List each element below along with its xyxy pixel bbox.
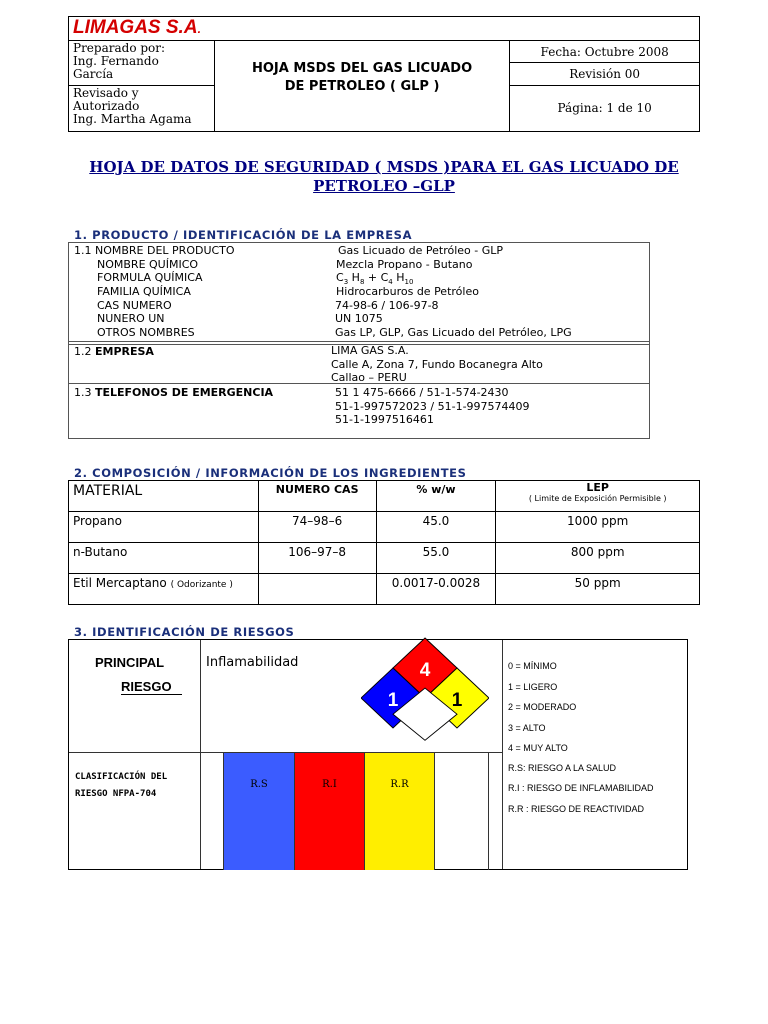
section-1-heading: 1. PRODUCTO / IDENTIFICACIÓN DE LA EMPRESA [74, 228, 413, 242]
company-dot: . [197, 22, 201, 36]
composition-table [68, 480, 700, 605]
family-label: FAMILIA QUÍMICA [97, 285, 191, 298]
formula-value: $C_3$ $H_8 + C_4$ $H_{10}$ [336, 271, 414, 287]
company-cell [69, 17, 700, 41]
phones-label: 1.3 TELEFONOS DE EMERGENCIA [74, 386, 274, 399]
document-title-line-2: DE PETROLEO ( GLP ) [284, 79, 440, 94]
legend-item: 0 = MÍNIMO [508, 661, 557, 671]
material-cell: Etil Mercaptano ( Odorizante ) [69, 574, 259, 605]
legend-item: 1 = LIGERO [508, 682, 558, 692]
ri-bar-label: R.I [322, 779, 337, 790]
company-section-name: LIMA GAS S.A. [331, 344, 409, 357]
lep-cell: 50 ppm [496, 574, 700, 605]
col-material-header: MATERIAL [69, 481, 259, 512]
phone-line-1: 51 1 475-6666 / 51-1-574-2430 [335, 386, 509, 399]
page-number: Página: 1 de 10 [557, 101, 652, 115]
col-cas-header: NUMERO CAS [258, 481, 376, 512]
pct-cell: 0.0017-0.0028 [376, 574, 496, 605]
flammability-number: 4 [419, 660, 431, 681]
reviewed-label-1: Revisado y [73, 86, 139, 100]
legend-item: R.R : RIESGO DE REACTIVIDAD [508, 804, 645, 814]
chem-name-value: Mezcla Propano - Butano [336, 258, 473, 271]
reactivity-number: 1 [451, 690, 463, 711]
col-pct-header: % w/w [376, 481, 496, 512]
divider [200, 640, 201, 869]
un-value: UN 1075 [335, 312, 383, 325]
product-label: 1.1 NOMBRE DEL PRODUCTO [74, 244, 235, 257]
divider [69, 383, 649, 384]
material-cell: n-Butano [69, 543, 259, 574]
company-name: LIMAGAS S.A [73, 17, 198, 38]
nfpa-diamond [361, 636, 489, 748]
classification-label: CLASIFICACIÓN DEL RIESGO NFPA-704 [75, 772, 168, 799]
date-revision-cell [510, 41, 700, 86]
prepared-name-1: Ing. Fernando [73, 54, 159, 68]
risk-box [68, 639, 688, 870]
lep-cell: 800 ppm [496, 543, 700, 574]
phone-line-2: 51-1-997572023 / 51-1-997574409 [335, 400, 530, 413]
reviewed-name: Ing. Martha Agama [73, 112, 192, 126]
main-title-line-2: PETROLEO –GLP [313, 177, 455, 195]
legend-item: 2 = MODERADO [508, 702, 577, 712]
empty-bar [434, 753, 489, 870]
reviewed-label-2: Autorizado [73, 99, 140, 113]
section-1-box [68, 242, 650, 439]
material-cell: Propano [69, 512, 259, 543]
cas-cell: 74–98–6 [258, 512, 376, 543]
riesgo-label: RIESGO [121, 679, 182, 695]
rr-bar-label: R.R [390, 779, 409, 790]
company-city: Callao – PERU [331, 371, 407, 384]
table-header-row [69, 481, 700, 512]
table-row [69, 543, 700, 574]
divider [69, 341, 649, 342]
document-title-line-1: HOJA MSDS DEL GAS LICUADO [251, 61, 473, 76]
rs-bar-label: R.S [250, 779, 268, 790]
material-note: ( Odorizante ) [170, 580, 233, 590]
rs-bar [223, 753, 294, 870]
col-lep-header: LEP ( Limite de Exposición Permisible ) [496, 481, 700, 512]
company-section-label: 1.2 EMPRESA [74, 345, 154, 358]
legend-item: R.I : RIESGO DE INFLAMABILIDAD [508, 783, 654, 793]
divider [502, 640, 503, 869]
un-label: NUNERO UN [97, 312, 165, 325]
page-cell [510, 86, 700, 132]
other-names-label: OTROS NOMBRES [97, 326, 195, 339]
pct-cell: 55.0 [376, 543, 496, 574]
revision-text: Revisión 00 [569, 66, 641, 81]
document-title-cell [214, 41, 509, 132]
phone-line-3: 51-1-1997516461 [335, 413, 434, 426]
pct-cell: 45.0 [376, 512, 496, 543]
document-header [68, 16, 700, 132]
other-names-value: Gas LP, GLP, Gas Licuado del Petróleo, LPG [335, 326, 572, 339]
table-row [69, 574, 700, 605]
product-value: Gas Licuado de Petróleo - GLP [338, 244, 504, 257]
cas-cell [258, 574, 376, 605]
date-text: Fecha: Octubre 2008 [510, 42, 699, 63]
rr-bar [364, 753, 434, 870]
lep-cell: 1000 ppm [496, 512, 700, 543]
chem-name-label: NOMBRE QUÍMICO [97, 258, 199, 271]
cas-label: CAS NUMERO [97, 299, 172, 312]
reviewed-cell [69, 86, 215, 132]
principal-label: PRINCIPAL [95, 655, 165, 670]
formula-label: FORMULA QUÍMICA [97, 271, 203, 284]
risk-value: Inflamabilidad [206, 655, 299, 670]
main-title [70, 158, 698, 196]
legend-item: 3 = ALTO [508, 723, 546, 733]
main-title-line-1: HOJA DE DATOS DE SEGURIDAD ( MSDS )PARA EL GAS LICUADO DE [89, 158, 679, 176]
cas-cell: 106–97–8 [258, 543, 376, 574]
legend-item: 4 = MUY ALTO [508, 743, 568, 753]
ri-bar [294, 753, 364, 870]
cas-value: 74-98-6 / 106-97-8 [335, 299, 439, 312]
table-row [69, 512, 700, 543]
prepared-cell [69, 41, 215, 86]
prepared-name-2: García [73, 67, 114, 81]
prepared-label: Preparado por: [73, 41, 166, 55]
section-2-heading: 2. COMPOSICIÓN / INFORMACIÓN DE LOS INGREDIENTES [74, 466, 467, 480]
company-address: Calle A, Zona 7, Fundo Bocanegra Alto [331, 358, 543, 371]
legend-item: R.S: RIESGO A LA SALUD [508, 763, 617, 773]
health-number: 1 [387, 690, 399, 711]
family-value: Hidrocarburos de Petróleo [336, 285, 479, 298]
section-3-heading: 3. IDENTIFICACIÓN DE RIESGOS [74, 625, 295, 639]
